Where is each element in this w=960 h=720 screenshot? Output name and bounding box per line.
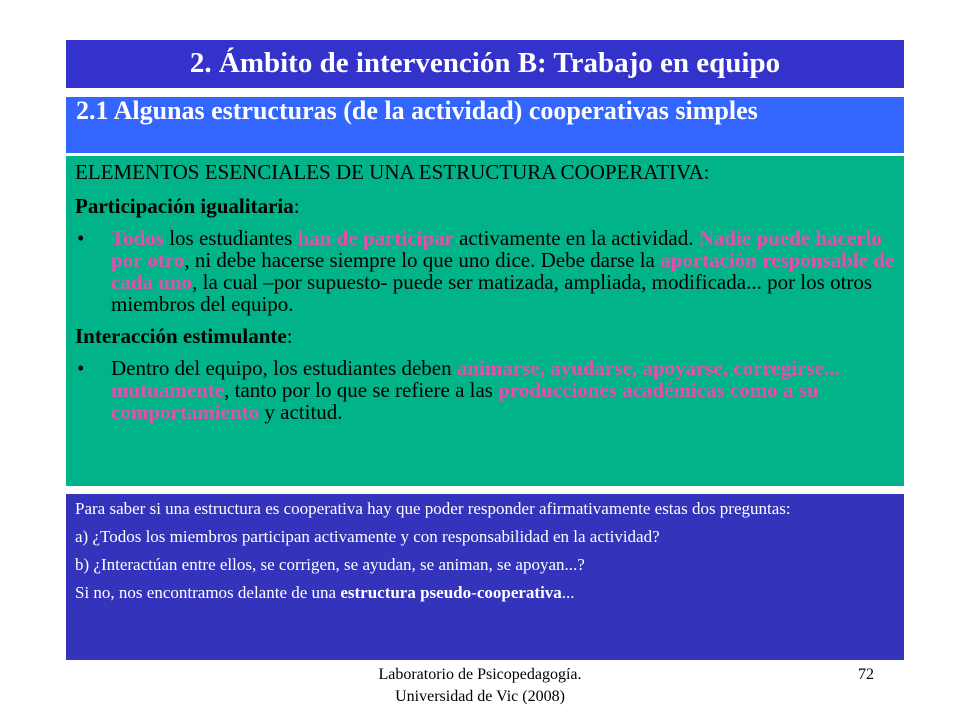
- section-interaction: [75, 325, 896, 347]
- bullet-dot: •: [77, 356, 85, 380]
- questions-panel: [66, 494, 904, 660]
- question-a: a) ¿Todos los miembros participan activamente y con responsabilidad en la actividad?: [75, 527, 660, 546]
- page-number: 72: [858, 666, 874, 683]
- highlight-text: han de participar: [297, 226, 454, 250]
- slide-subtitle-text: 2.1 Algunas estructuras (de la actividad) cooperativas simples: [76, 97, 758, 125]
- essential-elements-panel: [66, 156, 904, 486]
- body-text: , la cual –por supuesto- puede ser matizada, ampliada, modificada... por los otros miembros del equipo.: [111, 270, 873, 316]
- highlight-text: Nadie puede hacerlo por otro: [111, 226, 882, 272]
- question-b: b) ¿Interactúan entre ellos, se corrigen, se ayudan, se animan, se apoyan...?: [75, 555, 585, 574]
- body-text: , tanto por lo que se refiere a las: [224, 378, 499, 402]
- section-interaction-label: Interacción estimulante: [75, 324, 287, 348]
- questions-intro: Para saber si una estructura es cooperativa hay que poder responder afirmativamente estas dos preguntas:: [75, 499, 791, 518]
- questions-conclusion: [75, 584, 896, 602]
- body-text: , ni debe hacerse siempre lo que uno dice. Debe darse la: [184, 248, 661, 272]
- highlight-text: producciones académicas como a su comportamiento: [111, 378, 819, 424]
- body-text: Dentro del equipo, los estudiantes deben: [111, 356, 457, 380]
- slide-title: [66, 40, 904, 88]
- section-colon: :: [293, 194, 300, 218]
- section-participation: [75, 195, 896, 217]
- slide-subtitle: [66, 97, 904, 153]
- highlight-text: Todos: [111, 226, 164, 250]
- body-text: y actitud.: [259, 400, 343, 424]
- conclusion-ellipsis: ...: [561, 583, 575, 602]
- slide-title-text: 2. Ámbito de intervención B: Trabajo en equipo: [189, 47, 781, 79]
- highlight-text: aportación responsable de cada uno: [111, 248, 895, 294]
- conclusion-bold: cooperativa: [476, 583, 562, 602]
- bullet-dot: •: [77, 226, 85, 250]
- bullet-interaction: [75, 357, 896, 423]
- footer-line-1: Laboratorio de Psicopedagogía.: [378, 666, 582, 683]
- conclusion-dash: -: [471, 583, 477, 602]
- highlight-text: animarse, ayudarse, apoyarse, corregirse... mutuamente: [111, 356, 840, 402]
- bullet-participation: [75, 227, 896, 315]
- conclusion-bold: estructura pseudo: [340, 583, 472, 602]
- body-text: los estudiantes: [163, 226, 298, 250]
- footer: [280, 664, 680, 708]
- footer-line-2: Universidad de Vic (2008): [395, 688, 565, 705]
- elements-heading: ELEMENTOS ESENCIALES DE UNA ESTRUCTURA COOPERATIVA:: [75, 160, 710, 184]
- conclusion-text: Si no, nos encontramos delante de una: [75, 583, 341, 602]
- section-colon: :: [286, 324, 293, 348]
- section-participation-label: Participación igualitaria: [75, 194, 294, 218]
- body-text: activamente en la actividad.: [453, 226, 699, 250]
